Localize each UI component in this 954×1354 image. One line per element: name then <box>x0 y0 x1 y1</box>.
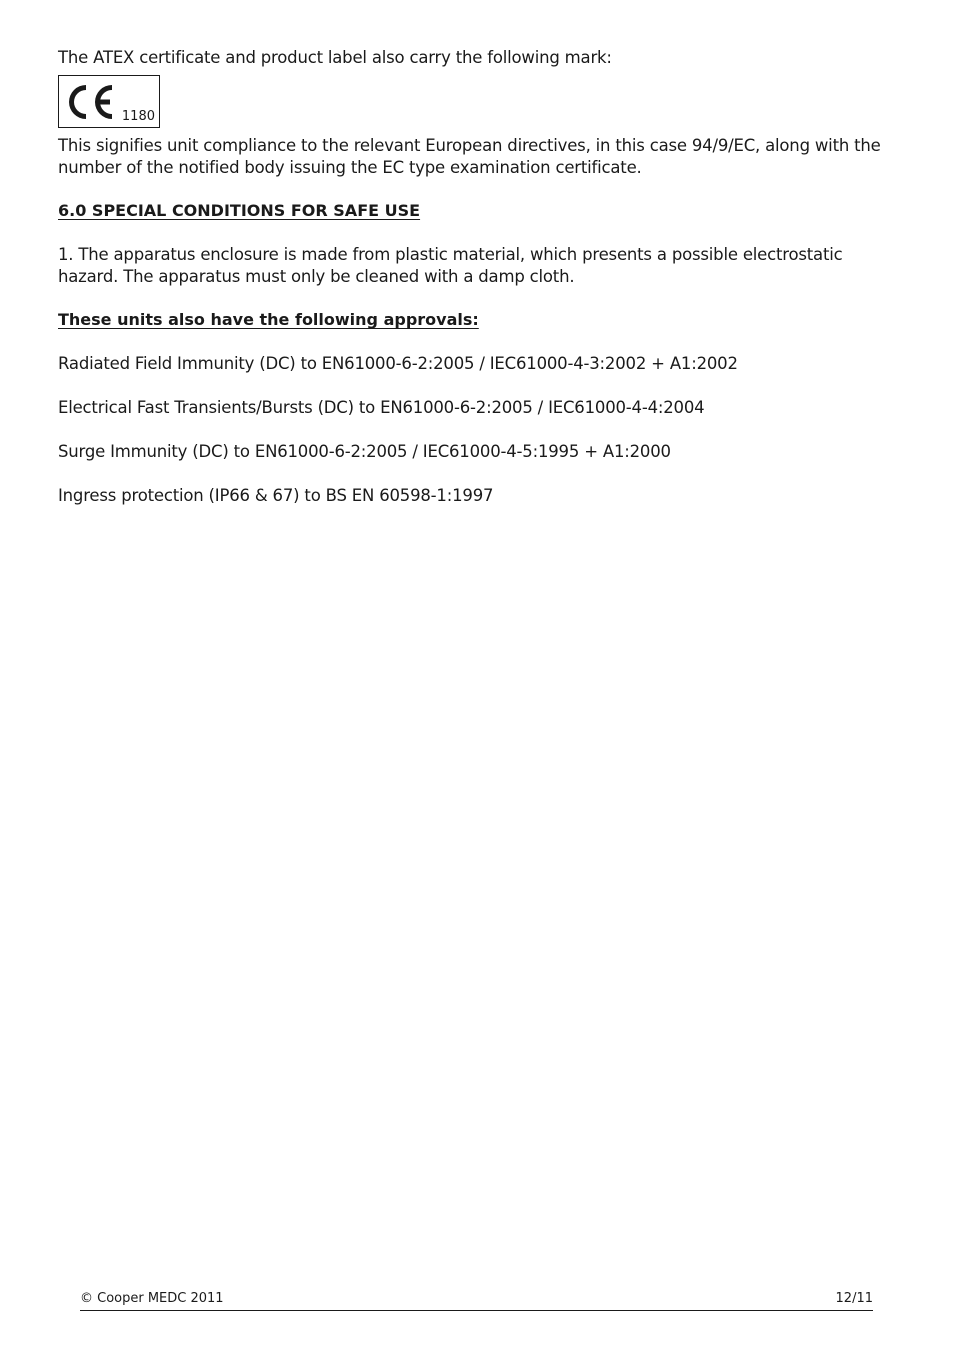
mark-intro-text: The ATEX certificate and product label also carry the following mark: <box>58 48 612 67</box>
ce-mark-icon <box>63 81 117 123</box>
compliance-text: This signifies unit compliance to the relevant European directives, in this case 94/9/EC, along with the number of the notified body issuing the EC type examination certificate. <box>58 136 881 177</box>
ce-mark-box <box>58 75 160 128</box>
approval-item: Ingress protection (IP66 & 67) to BS EN 60598-1:1997 <box>58 486 494 505</box>
page-reference: 12/11 <box>835 1291 873 1306</box>
page-footer <box>80 1290 873 1311</box>
section-heading-special-conditions: 6.0 SPECIAL CONDITIONS FOR SAFE USE <box>58 201 421 220</box>
approval-item: Electrical Fast Transients/Bursts (DC) to EN61000-6-2:2005 / IEC61000-4-4:2004 <box>58 398 705 417</box>
approval-item: Surge Immunity (DC) to EN61000-6-2:2005 / IEC61000-4-5:1995 + A1:2000 <box>58 442 671 461</box>
special-condition-1: 1. The apparatus enclosure is made from plastic material, which presents a possible electrostatic hazard. The apparatus must only be cleaned with a damp cloth. <box>58 245 843 286</box>
approvals-heading: These units also have the following approvals: <box>58 310 479 329</box>
copyright-text: © Cooper MEDC 2011 <box>80 1291 224 1306</box>
notified-body-number: 1180 <box>121 109 155 124</box>
approval-item: Radiated Field Immunity (DC) to EN61000-6-2:2005 / IEC61000-4-3:2002 + A1:2002 <box>58 354 738 373</box>
